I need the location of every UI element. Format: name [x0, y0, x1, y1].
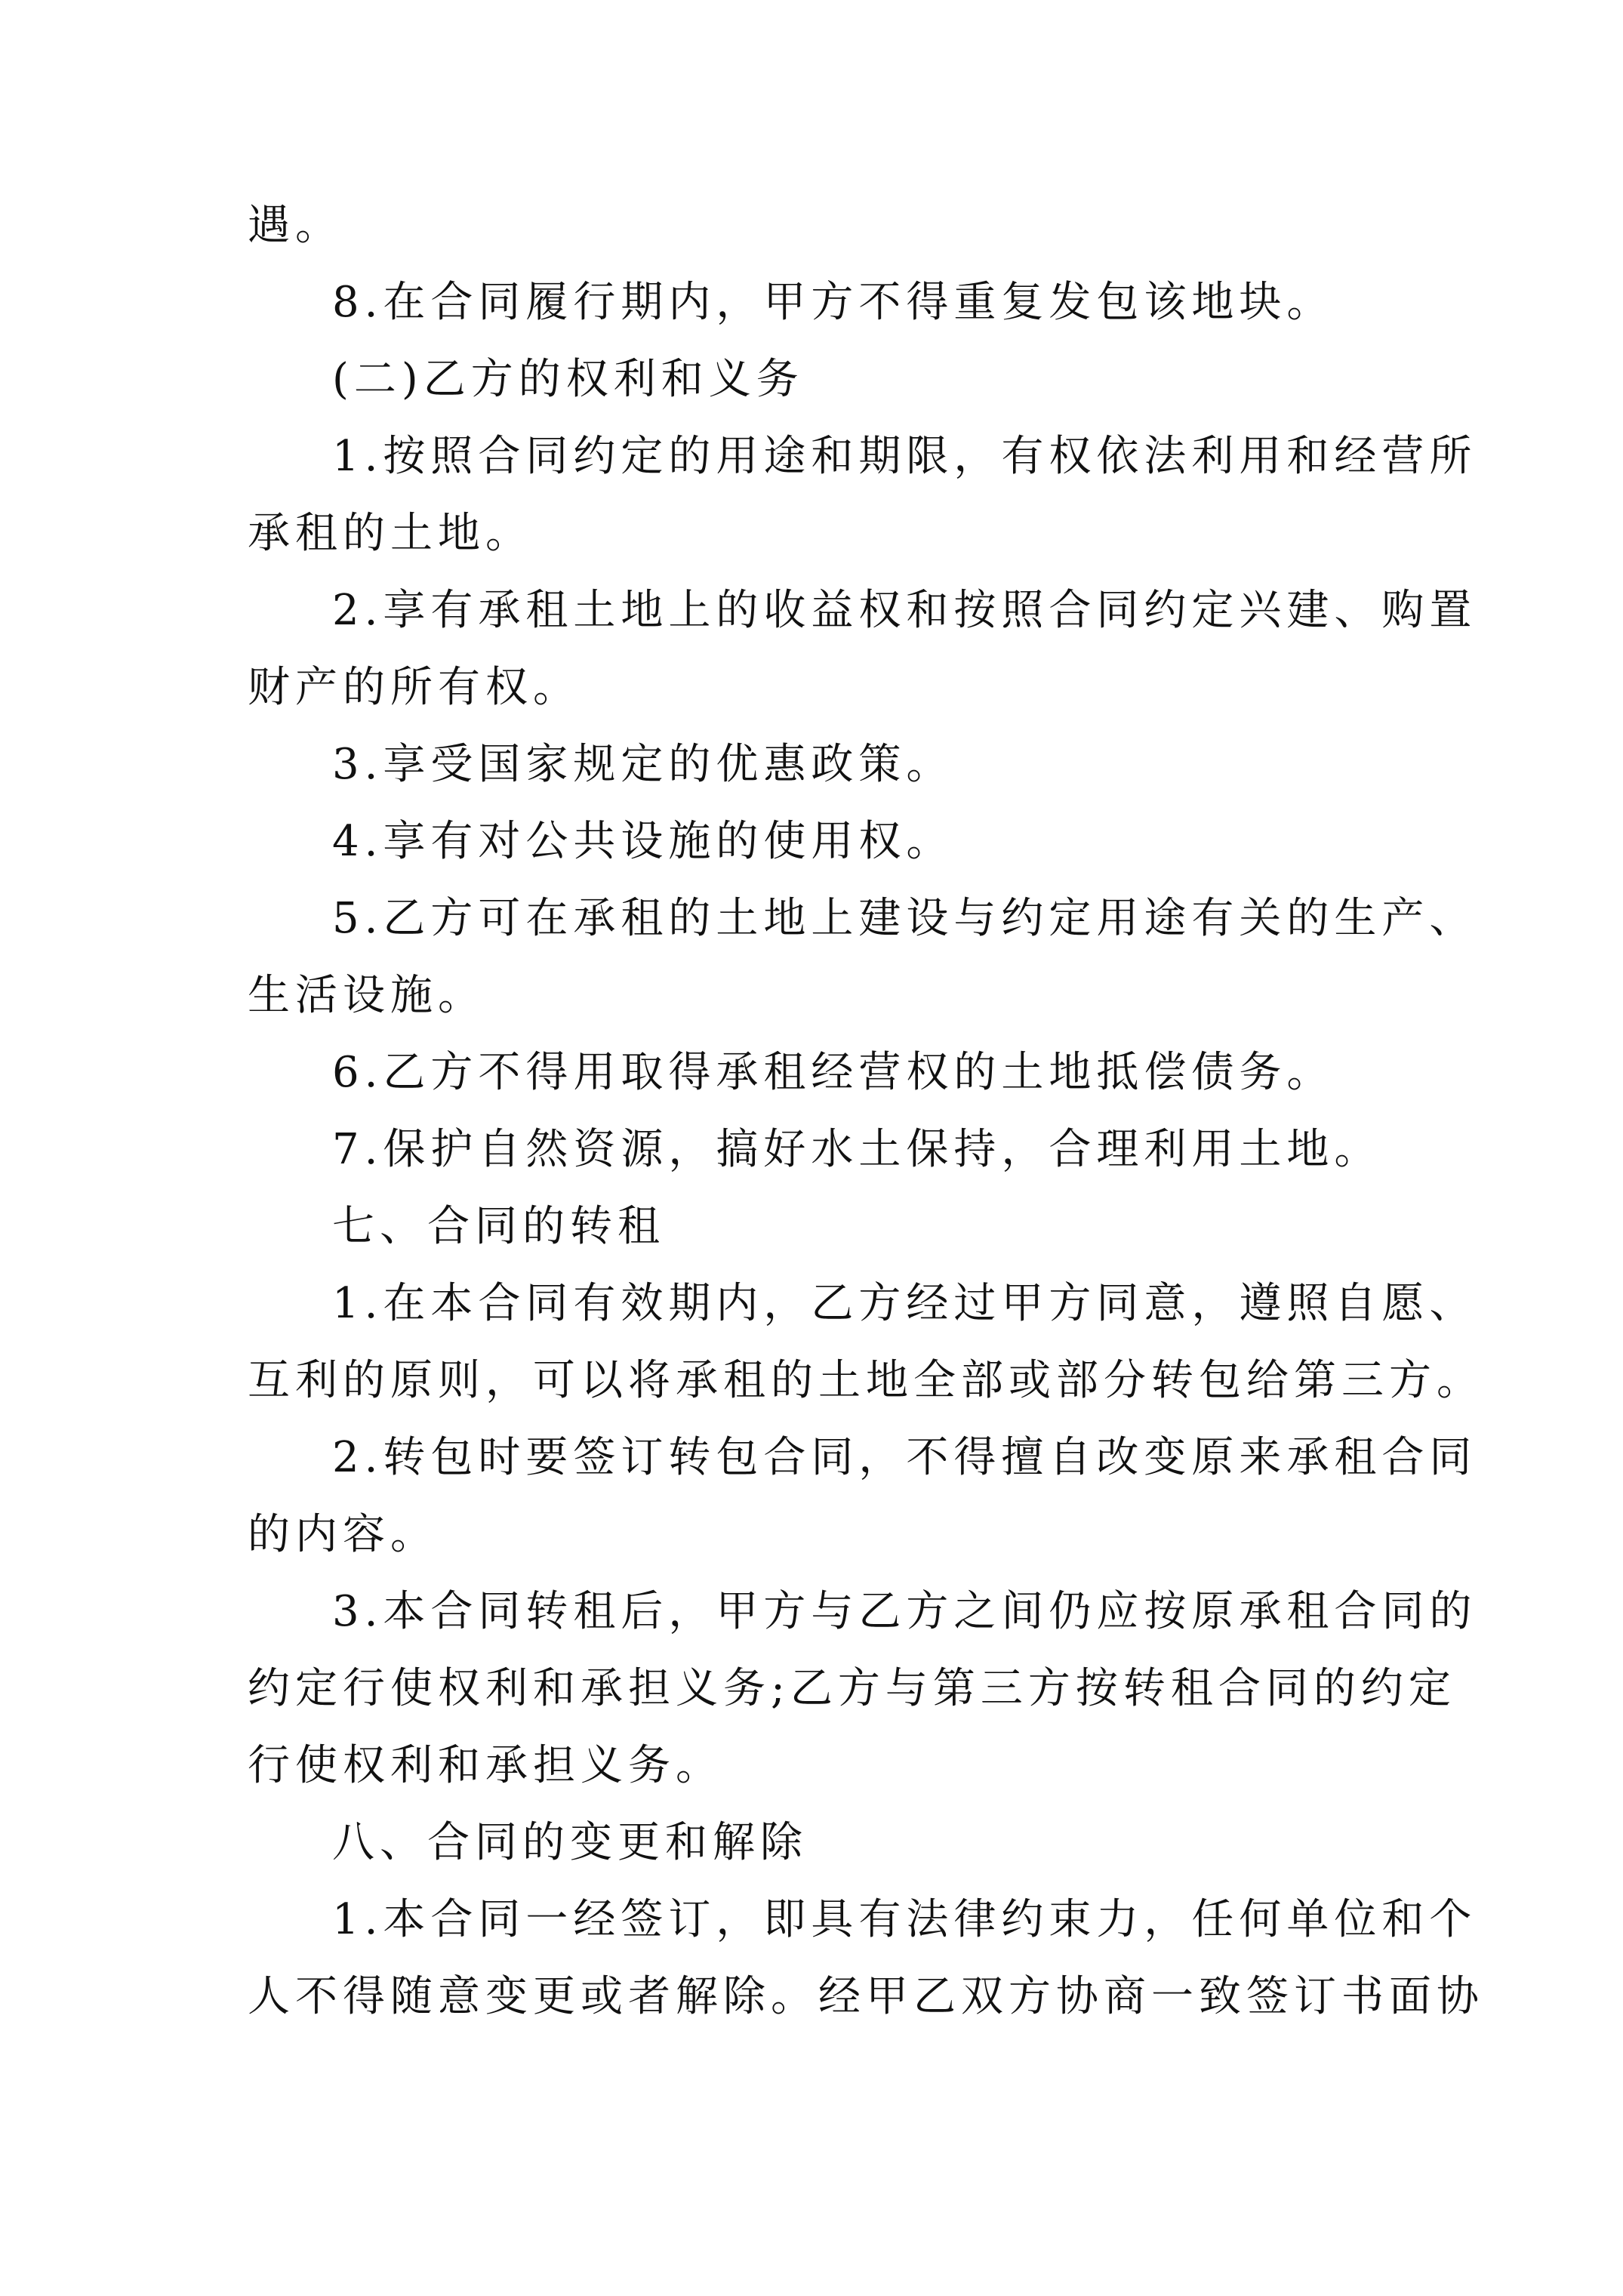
text-line: 行使权利和承担义务。 — [248, 1741, 723, 1790]
text-line: 约定行使权利和承担义务;乙方与第三方按转租合同的约定 — [248, 1664, 1456, 1713]
section-heading: (二)乙方的权利和义务 — [332, 355, 804, 404]
document-body — [248, 187, 1484, 2036]
text-line: 2.转包时要签订转包合同，不得擅自改变原来承租合同 — [332, 1433, 1477, 1482]
text-line: 的内容。 — [248, 1510, 438, 1559]
text-line: 生活设施。 — [248, 971, 485, 1020]
text-line: 承租的土地。 — [248, 509, 533, 558]
text-line: 7.保护自然资源，搞好水土保持，合理利用土地。 — [332, 1125, 1382, 1174]
text-line: 1.按照合同约定的用途和期限，有权依法利用和经营所 — [332, 432, 1477, 481]
text-line: 人不得随意变更或者解除。经甲乙双方协商一致签订书面协 — [248, 1972, 1484, 2021]
text-line: 8.在合同履行期内，甲方不得重复发包该地块。 — [332, 278, 1335, 327]
section-heading: 七、合同的转租 — [332, 1202, 665, 1251]
text-line: 3.本合同转租后，甲方与乙方之间仍应按原承租合同的 — [332, 1587, 1477, 1636]
text-line: 1.本合同一经签订，即具有法律约束力，任何单位和个 — [332, 1895, 1477, 1944]
text-line: 2.享有承租土地上的收益权和按照合同约定兴建、购置 — [332, 586, 1477, 635]
text-line: 5.乙方可在承租的土地上建设与约定用途有关的生产、 — [332, 894, 1477, 943]
text-line: 6.乙方不得用取得承租经营权的土地抵偿债务。 — [332, 1048, 1335, 1097]
text-line: 财产的所有权。 — [248, 663, 581, 712]
text-line: 1.在本合同有效期内，乙方经过甲方同意，遵照自愿、 — [332, 1279, 1477, 1328]
section-heading: 八、合同的变更和解除 — [332, 1818, 808, 1867]
text-line: 4.享有对公共设施的使用权。 — [332, 817, 954, 866]
text-line: 互利的原则，可以将承租的土地全部或部分转包给第三方。 — [248, 1356, 1484, 1405]
text-line: 3.享受国家规定的优惠政策。 — [332, 740, 954, 789]
text-line: 遇。 — [248, 201, 343, 250]
